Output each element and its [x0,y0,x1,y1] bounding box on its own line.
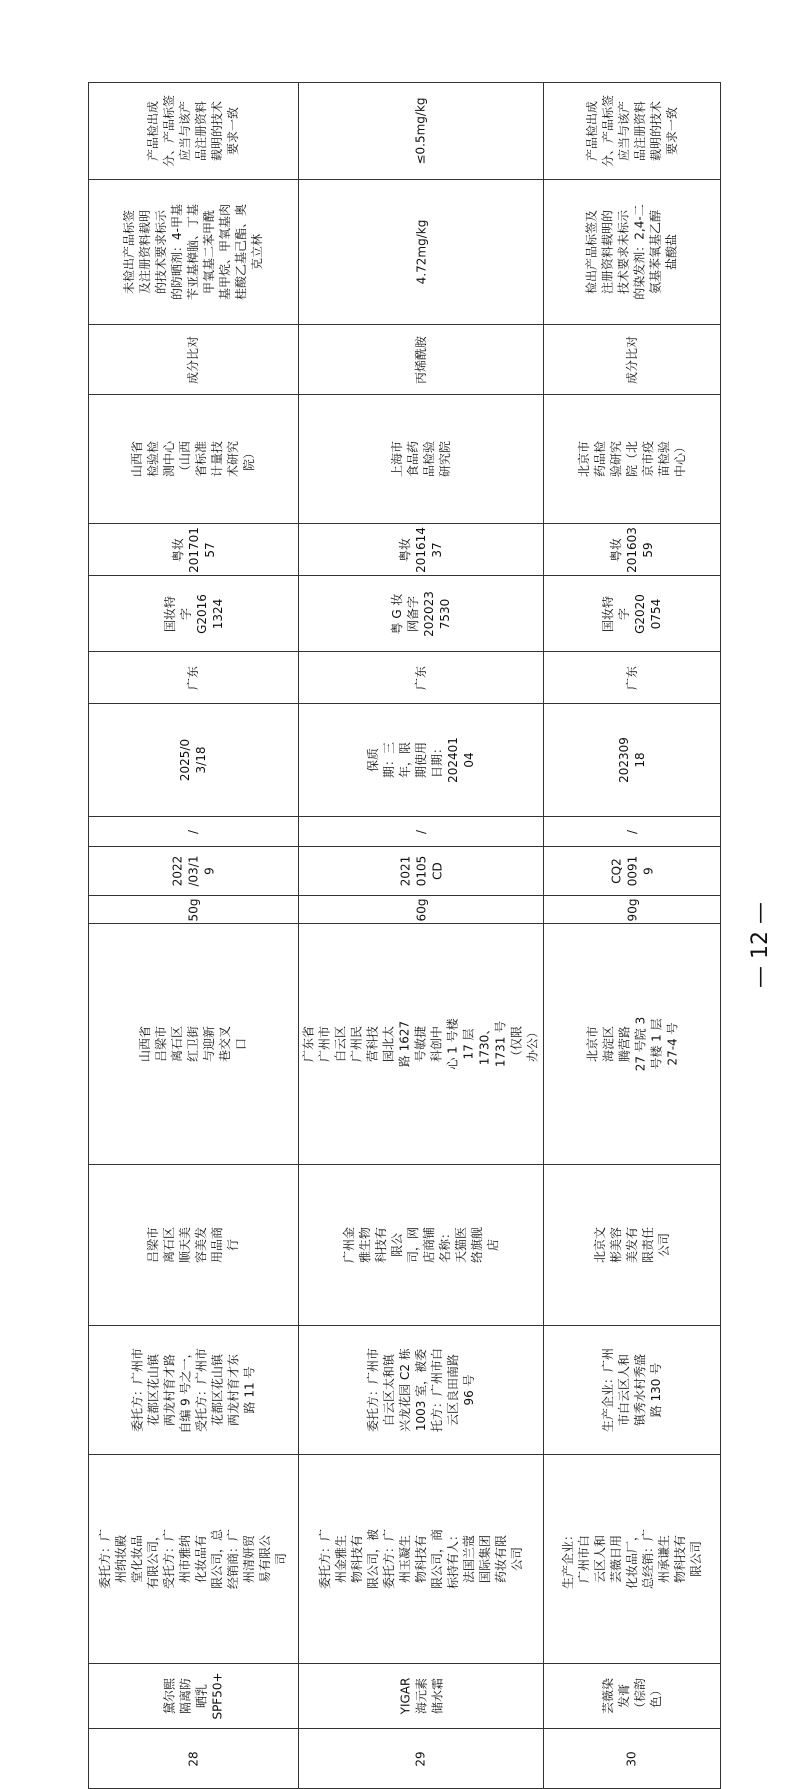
field-row-product [89,1664,721,1729]
spec-text: 90g [624,898,639,921]
cell-product [544,1664,721,1729]
cell-prod-license [299,524,544,576]
field-row-license [89,576,721,652]
cell-sampled-unit [89,1165,299,1326]
cell-sampled-unit [544,1165,721,1326]
field-row-item [89,325,721,395]
spec-text: 60g [413,898,428,921]
cell-producer [89,1455,299,1664]
lab-text: 上海市 食品药 品检验 研究院 [389,440,452,478]
result-text: 检出产品标签及 注册资料载明的 技术要求未标示 的染发剂：2,4-二 氨基苯氧基乙醇 盐酸盐 [584,204,679,300]
date-text: / [413,829,428,834]
standard-text: 产品检出成 分、产品标签 应当与该产 品注册资料 载明的技术 要求一致 [584,94,679,168]
product-text: YIGAR 海元素 储水霜 [398,1677,444,1715]
expiry-text: 2025/0 3/18 [178,738,209,782]
cell-batch [544,847,721,896]
cell-product [89,1664,299,1729]
sampled-addr-text: 广东省 广州市 白云区 广州民 营科技 园北太 路 1627 号敏捷 科创中 心 1 号楼 17 层 1730、 1731 号 （仅限 办公） [301,1018,540,1070]
origin-text: 广东 [624,665,639,690]
cell-sampled-addr [299,924,544,1165]
field-row-batch [89,847,721,896]
item-text: 成分比对 [186,335,201,384]
date-text: / [186,829,201,834]
sampled-unit-text: 吕梁市 离石区 顺天美 容美发 用品商 行 [146,1226,241,1264]
cell-sampled-unit [299,1165,544,1326]
cell-lab [89,395,299,524]
batch-text: 2021 0105 CD [397,855,444,887]
field-row-no [89,1729,721,1789]
field-row-standard [89,83,721,180]
row-number: 29 [414,1750,428,1767]
field-row-date [89,817,721,847]
batch-text: CQ2 0091 9 [608,855,655,887]
cell-batch [299,847,544,896]
origin-text: 广东 [413,665,428,690]
result-text: 4.72mg/kg [413,219,428,285]
cell-no [89,1729,299,1789]
producer-addr-text: 生产企业：广州 市白云区人和 镇秀水村秀盛 路 130 号 [600,1347,663,1433]
prod-license-text: 粤妆 201701 57 [170,526,217,573]
cell-producer [544,1455,721,1664]
field-row-producer [89,1455,721,1664]
cell-date [299,817,544,847]
cell-spec [89,896,299,924]
cell-origin [544,652,721,704]
license-text: 国妆特 字 G2020 0754 [601,593,663,634]
cell-spec [299,896,544,924]
lab-text: 山西省 检验检 测中心 （山西 省标准 计量技 术研究 院） [130,440,257,478]
cell-origin [299,652,544,704]
page-number: — 12 — [748,902,773,988]
field-row-expiry [89,704,721,817]
row-number: 30 [625,1750,639,1767]
field-row-sampled-unit [89,1165,721,1326]
cell-lab [544,395,721,524]
cell-license [89,576,299,652]
cell-lab [299,395,544,524]
cell-producer-addr [89,1326,299,1455]
field-row-producer-addr [89,1326,721,1455]
date-text: / [624,829,639,834]
sampled-unit-text: 广州金 雅生物 科技有 限公 司，网 店商铺 名称： 天猫医 络旗舰 店 [341,1226,500,1264]
row-number: 28 [186,1750,201,1767]
cell-item [299,325,544,395]
producer-text: 生产企业： 广州市白 云区人和 芸薇日用 化妆品厂， 总经销：广 州承谦生 物科技有 限公司 [560,1528,703,1590]
field-row-spec [89,896,721,924]
cell-prod-license [89,524,299,576]
cell-expiry [544,704,721,817]
spec-text: 50g [186,898,201,921]
sampled-unit-text: 北京文 彬美容 美发有 限责任 公司 [592,1226,671,1264]
cell-sampled-addr [544,924,721,1165]
product-text: 芸薇染 发膏 （棕韵 色） [600,1677,663,1715]
sampled-addr-text: 北京市 海淀区 腾营路 27 号院 3 号楼 1 层 27-4 号 [584,1016,679,1072]
expiry-text: 202309 18 [617,737,647,783]
prod-license-text: 粤妆 201614 37 [398,526,444,573]
field-row-origin [89,652,721,704]
cell-result [544,180,721,325]
cell-item [544,325,721,395]
cell-spec [544,896,721,924]
producer-addr-text: 委托方：广州市 花都区花山镇 两龙村育才路 自编 9 号之一， 受托方：广州市 花都区花山镇 两龙村育才东 路 11 号 [130,1346,257,1434]
license-text: 粤 G 妆 网备字 202023 7530 [390,590,452,637]
cell-license [299,576,544,652]
field-row-result [89,180,721,325]
lab-text: 北京市 药品检 验研究 院（北 京市疫 苗检验 中心） [576,440,687,478]
cell-no [299,1729,544,1789]
cell-producer [299,1455,544,1664]
item-text: 成分比对 [624,335,639,384]
cell-expiry [299,704,544,817]
cell-result [299,180,544,325]
producer-text: 委托方：广 州金雅生 物科技有 限公司，被 委托方：广 州玉凝生 物科技有 限公司，商 标持有人： 法国兰蔻 国际集团 药妆有限 公司 [317,1528,524,1590]
batch-text: 2022 /03/1 9 [170,855,217,887]
sampled-addr-text: 山西省 吕梁市 离石区 红卫街 与迎新 巷交叉 口 [138,1025,249,1063]
cell-batch [89,847,299,896]
producer-addr-text: 委托方：广州市 白云区太和镇 兴龙花园 C2 栋 1003 室，被委 托方：广州市白 云区良田南路 96 号 [365,1347,476,1433]
origin-text: 广东 [186,665,201,690]
field-row-prod-license [89,524,721,576]
cell-item [89,325,299,395]
cell-producer-addr [544,1326,721,1455]
cell-origin [89,652,299,704]
expiry-text: 保质 期：三 年，限 期使用 日期： 202401 04 [366,737,476,783]
standard-text: ≤0.5mg/kg [414,97,428,165]
cell-producer-addr [299,1326,544,1455]
cell-product [299,1664,544,1729]
product-text: 黛尔熙 隔离防 晒乳 SPF50+ [162,1672,225,1720]
standard-text: 产品检出成 分、产品标签 应当与该产 品注册资料 载明的技术 要求一致 [146,94,241,168]
item-text: 丙烯酰胺 [413,335,428,384]
producer-text: 委托方：广 州纳妆殿 堂化妆品 有限公司， 受托方：广 州市雅纳 化妆品有 限公司，总 经销商：广 州清妍贸 易有限公 司 [98,1528,289,1590]
prod-license-text: 粤妆 201603 59 [609,526,655,573]
cell-date [544,817,721,847]
cell-sampled-addr [89,924,299,1165]
cell-standard [89,83,299,180]
field-row-lab [89,395,721,524]
license-text: 国妆特 字 G2016 1324 [162,593,225,634]
cell-prod-license [544,524,721,576]
field-row-sampled-addr [89,924,721,1165]
cell-no [544,1729,721,1789]
inspection-results-table [88,82,721,1789]
cell-date [89,817,299,847]
cell-standard [544,83,721,180]
cell-expiry [89,704,299,817]
cell-result [89,180,299,325]
cell-standard [299,83,544,180]
result-text: 未检出产品标签 及注册资料载明 的技术要求标示 的防晒剂：4-甲基 苄亚基樟脑、丁基 甲氧基二苯甲酰 基甲烷、甲氧基肉 桂酸乙基己酯、奥 克立林 [122,203,265,301]
cell-license [544,576,721,652]
